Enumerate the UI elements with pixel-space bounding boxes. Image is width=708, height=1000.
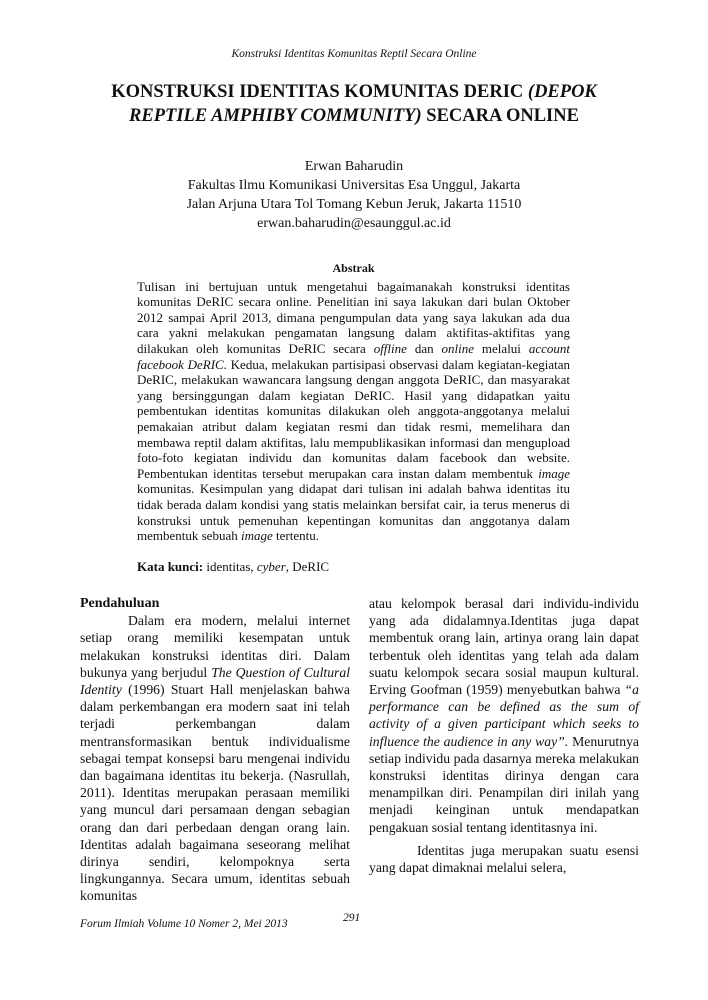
running-header: Konstruksi Identitas Komunitas Reptil Secara Online	[231, 48, 477, 60]
paragraph-italic: The Question of Cultural Identity	[80, 664, 351, 698]
abstract-text: tertentu.	[272, 528, 319, 544]
paragraph-text: atau kelompok berasal dari individu-individu yang ada didalamnya.Identitas juga dapat membentuk orang lain, artinya orang lain dapat terbentuk oleh identitas yang telah ada dalam suatu kelompok secara sosial maupun kultural. Erving Goofman (1959) menyebutkan bahwa	[369, 596, 639, 698]
abstract-heading: Abstrak	[332, 261, 375, 275]
abstract-italic: account facebook DeRIC.	[137, 340, 570, 372]
paragraph-italic: “a performance can be defined as the sum of activity of a given participant which seeks to influence the audience in any way”.	[369, 682, 639, 749]
right-column	[369, 595, 639, 876]
author-email: erwan.baharudin@esaunggul.ac.id	[257, 216, 451, 231]
paragraph-text: Menurutnya setiap individu pada dasarnya mereka melakukan konstruksi identitas dirinya dengan cara menampilkan diri. Penampilan diri inilah yang menjadi keinginan untuk mendapatkan pengakuan sosial tentang identitasnya ini.	[369, 733, 639, 835]
abstract-section	[137, 261, 570, 544]
author-affiliation: Fakultas Ilmu Komunikasi Universitas Esa Unggul, Jakarta	[187, 178, 521, 193]
abstract-text: dan	[406, 340, 442, 356]
keywords-text: , DeRIC	[285, 559, 330, 574]
section-heading: Pendahuluan	[80, 596, 160, 611]
paragraph	[80, 612, 350, 904]
keywords-text: identitas,	[203, 559, 257, 574]
left-column	[80, 595, 350, 905]
abstract-body	[137, 279, 570, 544]
keywords	[137, 559, 570, 575]
abstract-italic: image	[538, 465, 570, 481]
paragraph: Identitas juga merupakan suatu esensi yang dapat dimaknai melalui selera,	[369, 842, 639, 876]
abstract-italic: image	[240, 528, 273, 544]
author-block	[100, 157, 608, 233]
author-address: Jalan Arjuna Utara Tol Tomang Kebun Jeruk, Jakarta 11510	[186, 197, 522, 212]
footer-journal: Forum Ilmiah Volume 10 Nomer 2, Mei 2013	[80, 918, 288, 930]
title-italic: (DEPOK REPTILE AMPHIBY COMMUNITY)	[129, 82, 597, 126]
abstract-italic: online	[441, 340, 475, 356]
abstract-italic: offline	[373, 340, 407, 356]
paper-title	[80, 80, 628, 128]
keywords-label: Kata kunci:	[137, 559, 204, 574]
page-number: 291	[343, 912, 361, 924]
paragraph	[369, 595, 639, 836]
abstract-text: melalui	[474, 340, 529, 356]
title-part-1: KONSTRUKSI IDENTITAS KOMUNITAS DERIC	[111, 82, 528, 102]
author-name: Erwan Baharudin	[304, 159, 404, 174]
abstract-text: komunitas. Kesimpulan yang didapat dari tulisan ini adalah bahwa identitas itu tidak berada dalam kondisi yang statis melainkan bersifat cair, ia terus menerus di konstruksi untuk pemenuhan kepentingan komunitas dan anggotanya dalam membentuk sebuah	[137, 481, 570, 544]
title-part-2: SECARA ONLINE	[421, 106, 579, 126]
abstract-text: Kedua, melakukan partisipasi observasi dalam kegiatan-kegiatan DeRIC, melakukan wawancara langsung dengan anggota DeRIC, dan masyarakat yang bersinggungan dalam kegiatan DeRIC. Hasil yang didapatkan yaitu pembentukan identitas komunitas dilakukan oleh anggota-anggotanya melalui pemakaian atribut dalam kegiatan resmi dan tidak resmi, memelihara dan membawa reptil dalam aktifitas, lalu mempublikasikan informasi dan mengupload foto-foto kegiatan individu dan komunitas dalam facebook dan website. Pembentukan identitas tersebut merupakan cara instan dalam membentuk	[137, 356, 570, 481]
paragraph-text: (1996) Stuart Hall menjelaskan bahwa dalam perkembangan era modern saat ini telah terjadi perkembangan dalam mentransformasikan bentuk individualisme sebagai tempat konsepsi baru mengenai individu dan bagaimana identitas itu bekerja. (Nasrullah, 2011). Identitas merupakan perasaan memiliki yang muncul dari persamaan dengan sebagian orang dan dari perbedaan dengan orang lain. Identitas adalah bagaimana seseorang melihat dirinya sendiri, kelompoknya serta lingkungannya. Secara umum, identitas sebuah komunitas	[80, 682, 350, 904]
paragraph-text: Dalam era modern, melalui internet setiap orang memiliki kesempatan untuk melakukan konstruksi identitas diri. Dalam bukunya yang berjudul	[80, 613, 350, 680]
keywords-italic: cyber	[256, 559, 286, 574]
abstract-text: Tulisan ini bertujuan untuk mengetahui bagaimanakah konstruksi identitas komunitas DeRIC secara online. Penelitian ini saya lakukan dari bulan Oktober 2012 sampai April 2013, dimana pengumpulan data yang saya lakukan ada dua cara yakni melakukan pengamatan langsung dalam aktifitas-aktifitas yang dilakukan oleh komunitas DeRIC secara	[137, 278, 570, 356]
